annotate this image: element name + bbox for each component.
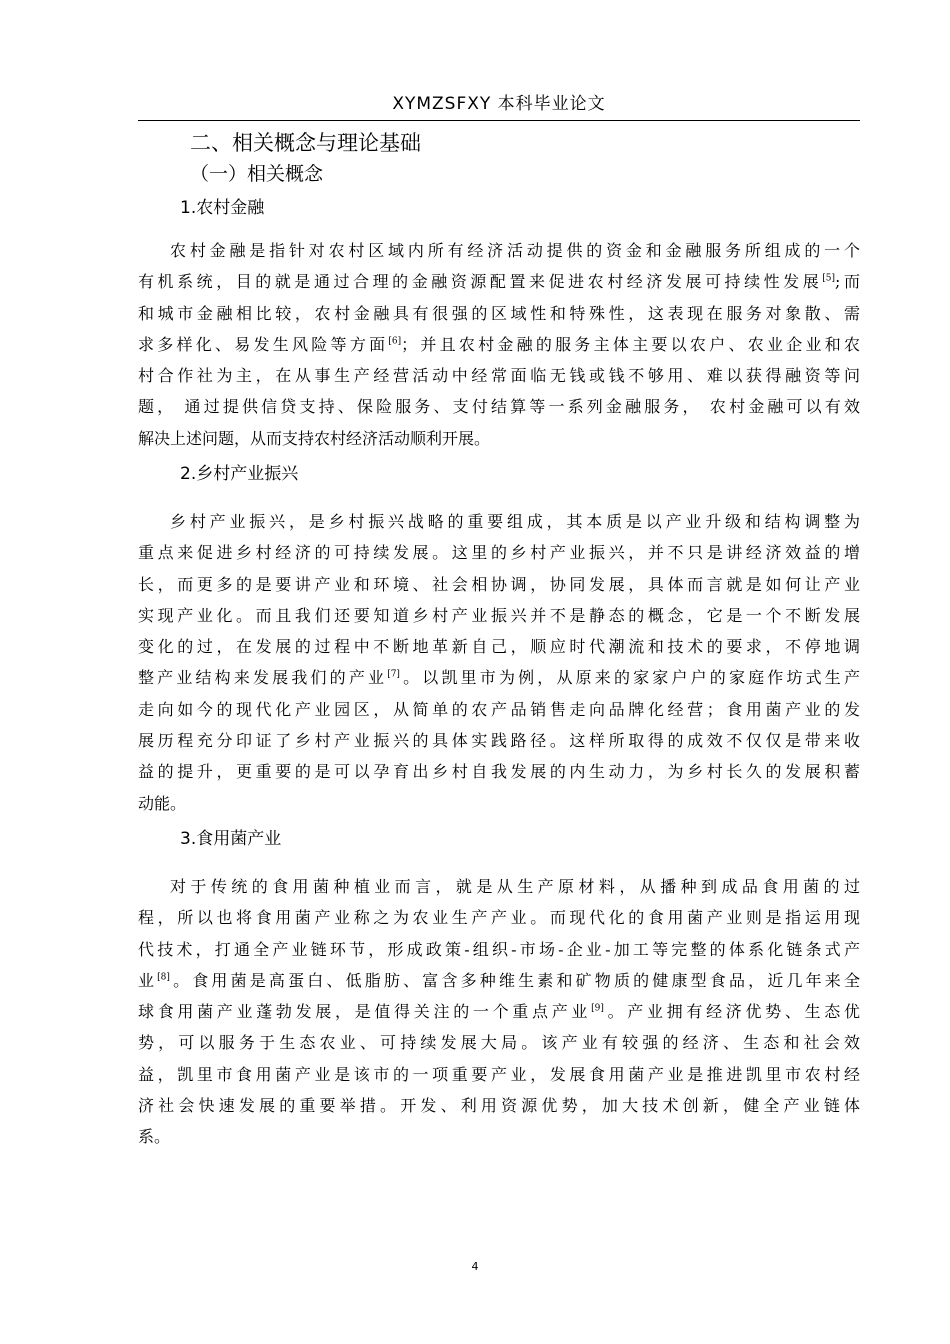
- text-line: 益的提升，更重要的是可以孕育出乡村自我发展的内生动力，为乡村长久的发展积蓄: [138, 762, 860, 782]
- page-number: 4: [471, 1260, 479, 1273]
- text-line: 势，可以服务于生态农业、可持续发展大局。该产业有较强的经济、生态和社会效: [138, 1033, 860, 1053]
- text-line: 对于传统的食用菌种植业而言，就是从生产原材料，从播种到成品食用菌的过: [170, 877, 860, 896]
- citation-7: [7]: [387, 670, 400, 681]
- text-line: 变化的过，在发展的过程中不断地革新自己，顺应时代潮流和技术的要求，不停地调: [138, 637, 860, 657]
- text-line: 展历程充分印证了乡村产业振兴的具体实践路径。这样所取得的成效不仅仅是带来收: [138, 731, 860, 751]
- text-fragment: 有机系统，目的就是通过合理的金融资源配置来促进农村经济发展可持续性发展: [138, 272, 823, 292]
- chapter-title: 二、相关概念与理论基础: [190, 131, 421, 155]
- text-line: 重点来促进乡村经济的可持续发展。这里的乡村产业振兴，并不只是讲经济效益的增: [138, 543, 860, 563]
- subsection-title-edible-fungi: 3.食用菌产业: [180, 829, 282, 849]
- text-line: [138, 329, 860, 360]
- running-header: XYMZSFXY 本科毕业论文: [392, 94, 606, 114]
- paragraph-rural-industry: [138, 506, 860, 819]
- paragraph-rural-finance: [138, 235, 860, 454]
- text-line: 济社会快速发展的重要举措。开发、利用资源优势，加大技术创新，健全产业链体: [138, 1096, 860, 1116]
- citation-8: [8]: [157, 972, 170, 983]
- text-line: 村合作社为主，在从事生产经营活动中经常面临无钱或钱不够用、难以获得融资等问: [138, 366, 860, 386]
- text-line: [138, 996, 860, 1027]
- text-line: 益，凯里市食用菌产业是该市的一项重要产业，发展食用菌产业是推进凯里市农村经: [138, 1064, 860, 1084]
- text-line: [138, 266, 860, 297]
- citation-5: [5]: [822, 273, 836, 284]
- text-line: 走向如今的现代化产业园区，从简单的农产品销售走向品牌化经营；食用菌产业的发: [138, 699, 860, 719]
- text-fragment: 求多样化、易发生风险等方面: [138, 334, 389, 354]
- subsection-title-rural-industry: 2.乡村产业振兴: [180, 464, 299, 484]
- text-line: 实现产业化。而且我们还要知道乡村产业振兴并不是静态的概念，它是一个不断发展: [138, 605, 860, 625]
- text-line: 长，而更多的是要讲产业和环境、社会相协调，协同发展，具体而言就是如何让产业: [138, 574, 860, 594]
- text-line: [138, 965, 860, 996]
- text-line: 系。: [138, 1127, 171, 1147]
- text-line: 动能。: [138, 793, 187, 813]
- text-fragment: 业: [138, 970, 158, 990]
- text-fragment: 球食用菌产业蓬勃发展，是值得关注的一个重点产业: [138, 1002, 592, 1022]
- text-line: 代技术，打通全产业链环节，形成政策-组织-市场-企业-加工等完整的体系化链条式产: [138, 939, 860, 959]
- text-line: 农村金融是指针对农村区域内所有经济活动提供的资金和金融服务所组成的一个: [170, 241, 860, 260]
- text-fragment: ；并且农村金融的服务主体主要以农户、农业企业和农: [401, 334, 860, 354]
- text-line: 解决上述问题，从而支持农村经济活动顺利开展。: [138, 428, 491, 448]
- text-fragment: 。以凯里市为例，从原来的家家户户的家庭作坊式生产: [399, 668, 860, 688]
- text-fragment: 整产业结构来发展我们的产业: [138, 668, 388, 688]
- text-fragment: 。食用菌是高蛋白、低脂肪、富含多种维生素和矿物质的健康型食品，近几年来全: [169, 970, 860, 990]
- text-line: 题， 通过提供信贷支持、保险服务、支付结算等一系列金融服务， 农村金融可以有效: [138, 397, 860, 417]
- text-line: 和城市金融相比较，农村金融具有很强的区域性和特殊性，这表现在服务对象散、需: [138, 303, 860, 323]
- citation-9: [9]: [591, 1003, 604, 1014]
- header-rule: [138, 120, 860, 121]
- text-fragment: ;而: [835, 272, 860, 292]
- text-line: 乡村产业振兴，是乡村振兴战略的重要组成，其本质是以产业升级和结构调整为: [170, 512, 860, 531]
- paragraph-edible-fungi: [138, 871, 860, 1153]
- text-line: [138, 662, 860, 693]
- section-title: （一）相关概念: [190, 163, 324, 185]
- text-line: 程，所以也将食用菌产业称之为农业生产产业。而现代化的食用菌产业则是指运用现: [138, 908, 860, 928]
- subsection-title-rural-finance: 1.农村金融: [180, 198, 265, 218]
- text-fragment: 。产业拥有经济优势、生态优: [603, 1002, 860, 1022]
- citation-6: [6]: [388, 336, 402, 347]
